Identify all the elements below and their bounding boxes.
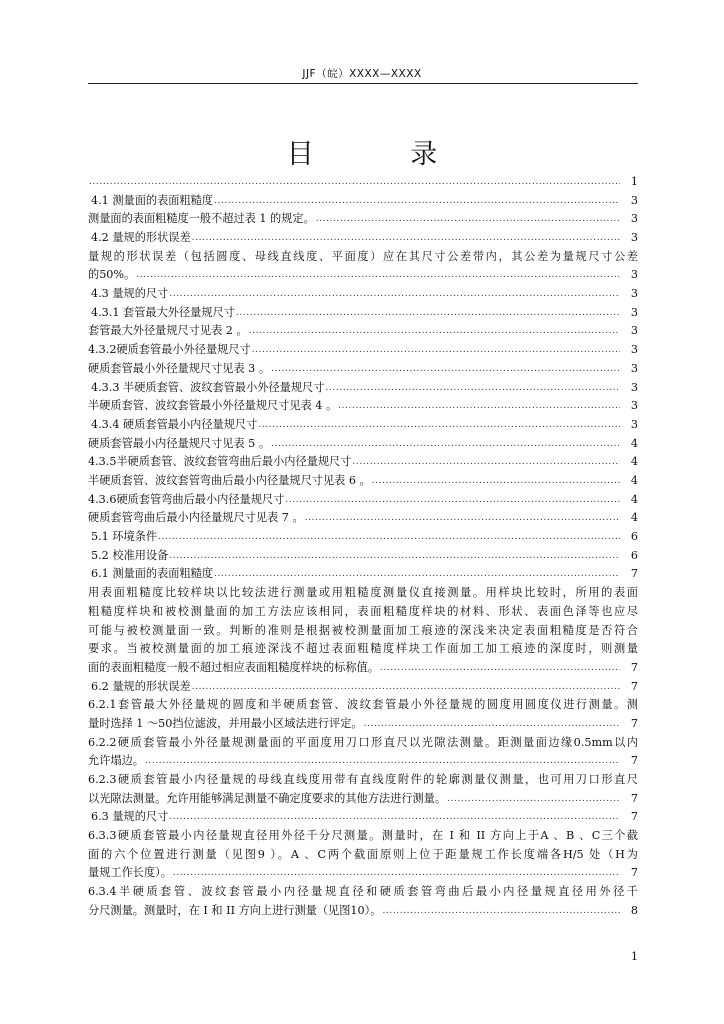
toc-entry[interactable] bbox=[88, 752, 638, 771]
toc-entry-page: 4 bbox=[630, 511, 638, 525]
toc-entry-line: 粗糙度样块和被校测量面的加工方法应该相同，表面粗糙度样块的材料、形状、表面色泽等也应尽 bbox=[88, 604, 638, 618]
toc-entry-text: 半硬质套管、波纹套管弯曲后最小内径量规尺寸见表 6 。 bbox=[88, 473, 371, 487]
toc-entry-text: 硬质套管弯曲后最小内径量规尺寸见表 7 。 bbox=[88, 511, 304, 525]
toc-entry-line: 6.2.1套管最大外径量规的圆度和半硬质套管、波纹套管最小外径量规的圆度用圆度仪进行测量。测 bbox=[88, 698, 638, 712]
toc-entry-page: 7 bbox=[630, 754, 638, 768]
toc-entry-page: 4 bbox=[630, 455, 638, 469]
toc-entry[interactable] bbox=[88, 416, 638, 435]
dot-leader bbox=[446, 790, 620, 809]
toc-entry-text: 4.3.4 硬质套管最小内径量规尺寸 bbox=[91, 417, 258, 431]
toc-entry-text: 4.1 测量面的表面粗糙度 bbox=[91, 193, 214, 207]
toc-entry-page: 7 bbox=[630, 660, 638, 674]
toc-entry-text: 6.2 量规的形状误差 bbox=[91, 679, 191, 693]
toc-entry-page: 3 bbox=[630, 212, 638, 226]
dot-leader bbox=[168, 285, 620, 304]
table-of-contents bbox=[88, 173, 638, 921]
toc-entry[interactable] bbox=[88, 678, 638, 697]
toc-entry[interactable] bbox=[88, 397, 638, 416]
dot-leader bbox=[351, 453, 620, 472]
toc-entry[interactable] bbox=[88, 453, 638, 472]
toc-entry[interactable] bbox=[88, 379, 638, 398]
page-number: 1 bbox=[631, 950, 638, 963]
toc-entry-text: 允许塌边。 bbox=[88, 754, 144, 768]
toc-entry[interactable] bbox=[88, 902, 638, 921]
toc-entry-line: 6.2.2硬质套管最小外径量规测量面的平面度用刀口形直尺以光隙法测量。距测量面边缘0.5mm以内 bbox=[88, 735, 638, 749]
toc-entry-line: 要求。当被校测量面的加工痕迹深浅不超过表面粗糙度样块工作面加工加工痕迹的深度时，则测量 bbox=[88, 642, 638, 656]
toc-entry-page: 4 bbox=[630, 492, 638, 506]
toc-entry-page: 3 bbox=[630, 417, 638, 431]
toc-entry-page: 3 bbox=[630, 343, 638, 357]
toc-entry-line: 面的六个位置进行测量（见图9 ）。A 、C两个截面原则上位于距量规工作长度端各H/5 处（H为 bbox=[88, 847, 638, 861]
dot-leader bbox=[191, 678, 620, 697]
toc-entry-text: 6.3 量规的尺寸 bbox=[91, 810, 169, 824]
toc-entry[interactable] bbox=[88, 360, 638, 379]
dot-leader bbox=[248, 323, 620, 342]
toc-entry-text: 4.3.2硬质套管最小外径量规尺寸 bbox=[88, 343, 251, 357]
toc-entry[interactable] bbox=[88, 659, 638, 678]
toc-entry-page: 7 bbox=[630, 866, 638, 880]
dot-leader bbox=[304, 509, 620, 528]
toc-entry-page: 4 bbox=[630, 473, 638, 487]
toc-entry[interactable] bbox=[88, 790, 638, 809]
toc-entry-text: 以光隙法测量。允许用能够满足测量不确定度要求的其他方法进行测量。 bbox=[88, 791, 447, 805]
toc-entry-page: 7 bbox=[630, 791, 638, 805]
toc-entry-page: 3 bbox=[630, 305, 638, 319]
toc-entry[interactable] bbox=[88, 435, 638, 454]
dot-leader bbox=[363, 715, 620, 734]
toc-entry[interactable] bbox=[88, 528, 638, 547]
toc-entry-page: 3 bbox=[630, 361, 638, 375]
dot-leader bbox=[337, 397, 620, 416]
toc-entry-page: 7 bbox=[630, 810, 638, 824]
header-rule bbox=[88, 83, 638, 84]
toc-entry-page: 3 bbox=[630, 380, 638, 394]
dot-leader bbox=[371, 472, 620, 491]
dot-leader bbox=[251, 341, 620, 360]
toc-entry-page: 3 bbox=[630, 268, 638, 282]
toc-entry-page: 1 bbox=[630, 174, 638, 188]
dot-leader bbox=[315, 210, 620, 229]
toc-entry-text: 4.2 量规的形状误差 bbox=[91, 231, 191, 245]
toc-entry-line: 6.2.3硬质套管最小内径量规的母线直线度用带有直线度附件的轮廓测量仪测量，也可用刀口形直尺 bbox=[88, 773, 638, 786]
dot-leader bbox=[324, 379, 620, 398]
toc-entry[interactable] bbox=[88, 341, 638, 360]
toc-entry[interactable] bbox=[88, 509, 638, 528]
dot-leader bbox=[257, 416, 620, 435]
toc-entry[interactable] bbox=[88, 864, 638, 883]
dot-leader bbox=[235, 304, 620, 323]
dot-leader bbox=[213, 565, 620, 584]
toc-entry-text: 分尺测量。测量时，在 I 和 II 方向上进行测量（见图10）。 bbox=[88, 903, 382, 917]
dot-leader bbox=[135, 266, 620, 285]
toc-entry[interactable] bbox=[88, 173, 638, 192]
dot-leader bbox=[172, 864, 620, 883]
toc-entry-text: 5.2 校准用设备 bbox=[91, 548, 169, 562]
toc-entry-text: 4.3.3 半硬质套管、波纹套管最小外径量规尺寸 bbox=[91, 380, 325, 394]
dot-leader bbox=[157, 528, 620, 547]
toc-entry[interactable] bbox=[88, 266, 638, 285]
toc-entry-line: 6.3.3硬质套管最小内径量规直径用外径千分尺测量。测量时，在 I 和 II 方向上于A 、B 、C三个截 bbox=[88, 829, 638, 843]
dot-leader bbox=[144, 752, 620, 771]
toc-entry-page: 3 bbox=[630, 324, 638, 338]
toc-entry-page: 7 bbox=[630, 679, 638, 693]
toc-entry-text: 4.3.5半硬质套管、波纹套管弯曲后最小内径量规尺寸 bbox=[88, 455, 352, 469]
toc-entry-page: 3 bbox=[630, 399, 638, 413]
toc-title: 目 录 bbox=[286, 139, 482, 170]
toc-entry[interactable] bbox=[88, 192, 638, 211]
toc-entry-text: 6.1 测量面的表面粗糙度 bbox=[91, 567, 214, 581]
toc-entry-text: 量规工作长度）。 bbox=[88, 866, 172, 880]
toc-entry-page: 6 bbox=[630, 530, 638, 544]
toc-entry-text: 硬质套管最小外径量规尺寸见表 3 。 bbox=[88, 361, 271, 375]
toc-entry-text: 硬质套管最小内径量规尺寸见表 5 。 bbox=[88, 436, 271, 450]
toc-entry-text: 量时选择 1 ～50挡位滤波，并用最小区域法进行评定。 bbox=[88, 716, 363, 730]
dot-leader bbox=[213, 192, 620, 211]
dot-leader bbox=[270, 360, 620, 379]
toc-entry-text: 测量面的表面粗糙度一般不超过表 1 的规定。 bbox=[88, 212, 315, 226]
toc-entry[interactable] bbox=[88, 285, 638, 304]
toc-entry[interactable] bbox=[88, 491, 638, 510]
toc-entry[interactable] bbox=[88, 229, 638, 248]
dot-leader bbox=[379, 659, 620, 678]
toc-entry[interactable] bbox=[88, 547, 638, 566]
toc-entry[interactable] bbox=[88, 715, 638, 734]
toc-entry-page: 3 bbox=[630, 231, 638, 245]
dot-leader bbox=[168, 547, 620, 566]
toc-entry-text: 半硬质套管、波纹套管最小外径量规尺寸见表 4 。 bbox=[88, 399, 338, 413]
toc-entry-text: 4.3.6硬质套管弯曲后最小内径量规尺寸 bbox=[88, 492, 285, 506]
toc-entry-page: 3 bbox=[630, 287, 638, 301]
dot-leader bbox=[270, 435, 620, 454]
toc-entry-page: 3 bbox=[630, 193, 638, 207]
toc-entry[interactable] bbox=[88, 808, 638, 827]
dot-leader bbox=[284, 491, 620, 510]
toc-entry-page: 7 bbox=[630, 716, 638, 730]
toc-entry-page: 6 bbox=[630, 548, 638, 562]
toc-entry-text: 面的表面粗糙度一般不超过相应表面粗糙度样块的标称值。 bbox=[88, 660, 379, 674]
toc-entry-text: 4.3.1 套管最大外径量规尺寸 bbox=[91, 305, 235, 319]
toc-entry-page: 4 bbox=[630, 436, 638, 450]
toc-entry-line: 可能与被校测量面一致。判断的准则是根据被校测量面加工痕迹的深浅来决定表面粗糙度是否符合 bbox=[88, 623, 638, 637]
toc-entry-text: 套管最大外径量规尺寸见表 2 。 bbox=[88, 324, 248, 338]
toc-entry-text: 的50%。 bbox=[88, 268, 136, 282]
toc-entry-line: 用表面粗糙度比较样块以比较法进行测量或用粗糙度测量仪直接测量。用样块比较时，所用的表面 bbox=[88, 586, 638, 600]
toc-entry[interactable] bbox=[88, 565, 638, 584]
toc-entry[interactable] bbox=[88, 210, 638, 229]
dot-leader bbox=[88, 173, 620, 192]
toc-entry[interactable] bbox=[88, 472, 638, 491]
dot-leader bbox=[168, 808, 620, 827]
dot-leader bbox=[191, 229, 620, 248]
toc-entry-text: 4.3 量规的尺寸 bbox=[91, 287, 169, 301]
toc-entry-page: 7 bbox=[630, 567, 638, 581]
toc-entry-line: 6.3.4半硬质套管、波纹套管最小内径量规直径和硬质套管弯曲后最小内径量规直径用外径千 bbox=[88, 885, 638, 899]
running-header: JJF（皖）XXXX—XXXX bbox=[302, 68, 422, 80]
toc-entry[interactable] bbox=[88, 304, 638, 323]
toc-entry-line: 量规的形状误差（包括圆度、母线直线度、平面度）应在其尺寸公差带内，其公差为量规尺寸公差 bbox=[88, 249, 638, 263]
dot-leader bbox=[381, 902, 620, 921]
toc-entry-page: 8 bbox=[630, 903, 638, 917]
toc-entry-text: 5.1 环境条件 bbox=[91, 530, 158, 544]
toc-entry[interactable] bbox=[88, 323, 638, 342]
